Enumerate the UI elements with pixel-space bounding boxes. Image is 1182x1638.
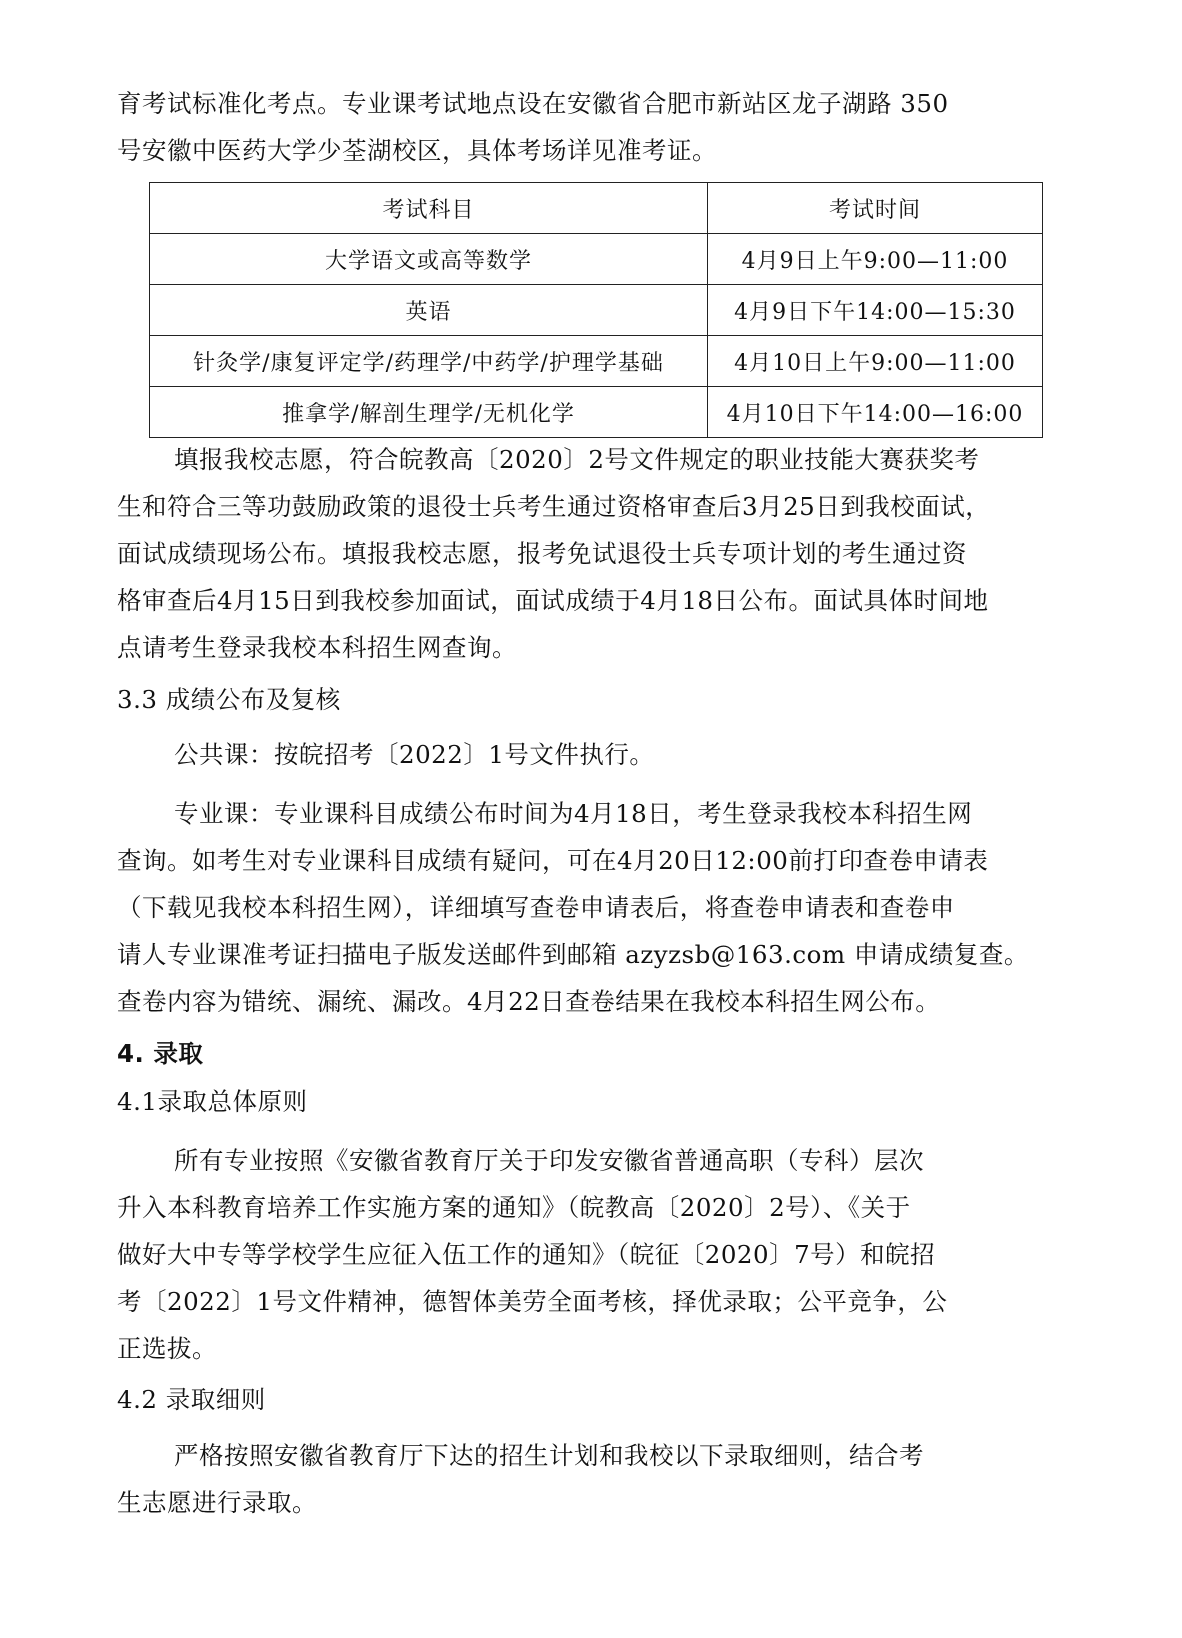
section-4-heading: 4. 录取 [117, 1039, 204, 1068]
intro-line-1: 育考试标准化考点。专业课考试地点设在安徽省合肥市新站区龙子湖路 350 [117, 89, 949, 118]
professional-line-4: 请人专业课准考证扫描电子版发送邮件到邮箱 azyzsb@163.com 申请成绩复查。 [117, 940, 1029, 969]
professional-line-5: 查卷内容为错统、漏统、漏改。4月22日查卷结果在我校本科招生网公布。 [117, 987, 941, 1016]
detail-line-1: 严格按照安徽省教育厅下达的招生计划和我校以下录取细则，结合考 [174, 1441, 924, 1470]
table-row [150, 234, 1043, 285]
public-course-line: 公共课：按皖招考〔2022〕1号文件执行。 [174, 740, 655, 769]
row-time: 4月9日上午9:00—11:00 [708, 234, 1043, 285]
section-4-2-heading: 4.2 录取细则 [117, 1385, 266, 1414]
interview-line-4: 格审查后4月15日到我校参加面试，面试成绩于4月18日公布。面试具体时间地 [117, 586, 989, 615]
section-3-3-heading: 3.3 成绩公布及复核 [117, 685, 341, 714]
principle-line-1: 所有专业按照《安徽省教育厅关于印发安徽省普通高职（专科）层次 [174, 1146, 924, 1175]
professional-line-2: 查询。如考生对专业课科目成绩有疑问，可在4月20日12:00前打印查卷申请表 [117, 846, 989, 875]
principle-line-2: 升入本科教育培养工作实施方案的通知》（皖教高〔2020〕2号）、《关于 [117, 1193, 911, 1222]
row-subject: 大学语文或高等数学 [150, 234, 708, 285]
table-row [150, 285, 1043, 336]
professional-line-1: 专业课：专业课科目成绩公布时间为4月18日，考生登录我校本科招生网 [174, 799, 973, 828]
row-subject: 英语 [150, 285, 708, 336]
row-subject: 推拿学/解剖生理学/无机化学 [150, 387, 708, 438]
intro-line-2: 号安徽中医药大学少荃湖校区，具体考场详见准考证。 [117, 136, 717, 165]
row-time: 4月10日上午9:00—11:00 [708, 336, 1043, 387]
table-row [150, 387, 1043, 438]
principle-line-4: 考〔2022〕1号文件精神，德智体美劳全面考核，择优录取；公平竞争，公 [117, 1287, 948, 1316]
table-header-row [150, 183, 1043, 234]
principle-line-3: 做好大中专等学校学生应征入伍工作的通知》（皖征〔2020〕7号）和皖招 [117, 1240, 936, 1269]
table-row [150, 336, 1043, 387]
row-time: 4月9日下午14:00—15:30 [708, 285, 1043, 336]
interview-line-1: 填报我校志愿，符合皖教高〔2020〕2号文件规定的职业技能大赛获奖考 [174, 445, 980, 474]
interview-line-5: 点请考生登录我校本科招生网查询。 [117, 633, 517, 662]
section-4-1-heading: 4.1录取总体原则 [117, 1087, 308, 1116]
detail-line-2: 生志愿进行录取。 [117, 1488, 317, 1517]
row-time: 4月10日下午14:00—16:00 [708, 387, 1043, 438]
interview-line-3: 面试成绩现场公布。填报我校志愿，报考免试退役士兵专项计划的考生通过资 [117, 539, 967, 568]
row-subject: 针灸学/康复评定学/药理学/中药学/护理学基础 [150, 336, 708, 387]
interview-line-2: 生和符合三等功鼓励政策的退役士兵考生通过资格审查后3月25日到我校面试， [117, 492, 991, 521]
exam-schedule-table [149, 182, 1043, 438]
header-time: 考试时间 [708, 183, 1043, 234]
professional-line-3: （下载见我校本科招生网），详细填写查卷申请表后，将查卷申请表和查卷申 [117, 893, 955, 922]
principle-line-5: 正选拔。 [117, 1334, 217, 1363]
header-subject: 考试科目 [150, 183, 708, 234]
